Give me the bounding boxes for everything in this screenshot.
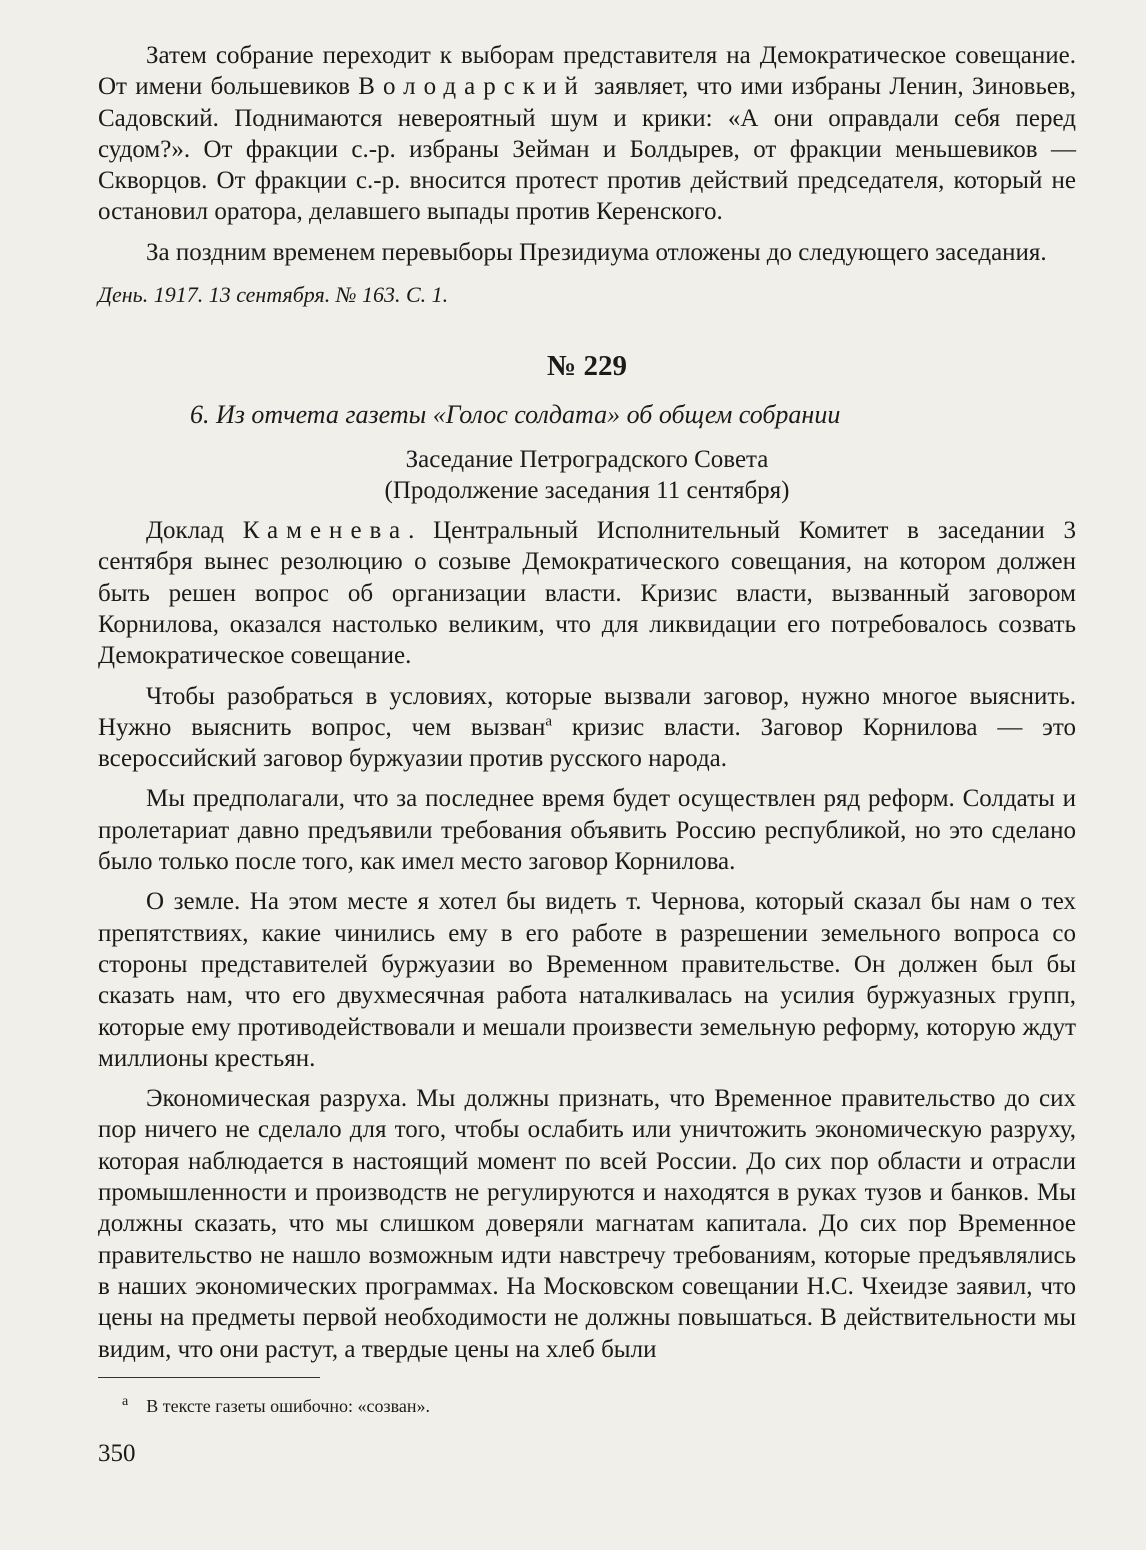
- paragraph: Доклад Каменева. Центральный Исполнительный Комитет в заседании 3 сентября вынес резолюцию о созыве Демократического совещания, на котором должен быть решен вопрос об организации власти. Кризис власти, вызванный заговором Корнилова, оказался настолько великим, что для ликвидации его потребовалось созвать Демократическое совещание.: [98, 517, 1076, 670]
- session-title: Заседание Петроградского Совета: [405, 446, 769, 474]
- session-subtitle: (Продолжение заседания 11 сентября): [384, 477, 790, 505]
- paragraph: Чтобы разобраться в условиях, которые вызвали заговор, нужно многое выяснить. Нужно выяснить вопрос, чем вызван$^а$ кризис власти. Заговор Корнилова — это всероссийский заговор буржуазии против русского народа.: [98, 682, 1076, 773]
- paragraph: Экономическая разруха. Мы должны признать, что Временное правительство до сих пор ничего не сделало для того, чтобы ослабить или уничтожить экономическую разруху, которая наблюдается в настоящий момент по всей России. До сих пор области и отрасли промышленности и производств не регулируются и находятся в руках тузов и банков. Мы должны сказать, что мы слишком доверяли магнатам капитала. До сих пор Временное правительство не нашло возможным идти навстречу требованиям, которые предъявлялись в наших экономических программах. На Московском совещании Н.С. Чхеидзе заявил, что цены на предметы первой необходимости не должны повышаться. В действительности мы видим, что они растут, а твердые цены на хлеб были: [98, 1085, 1076, 1363]
- document-number: № 229: [547, 350, 627, 383]
- footnote-marker: а: [545, 713, 553, 730]
- paragraph: Затем собрание переходит к выборам представителя на Демократическое совещание. От имени большевиков Володарский заявляет, что ими избраны Ленин, Зиновьев, Садовский. Поднимаются невероятный шум и крики: «А они оправдали себя перед судом?». От фракции с.-р. избраны Зейман и Болдырев, от фракции меньшевиков — Скворцов. От фракции с.-р. вносится протест против действий председателя, который не остановил оратора, делавшего выпады против Керенского.: [98, 42, 1076, 226]
- paragraph: Мы предполагали, что за последнее время будет осуществлен ряд реформ. Солдаты и пролетариат давно предъявили требования объявить Россию республикой, но это сделано было только после того, как имел место заговор Корнилова.: [98, 785, 1076, 876]
- speaker-name: Володарский: [358, 73, 586, 101]
- speaker-name: Каменева: [242, 517, 409, 545]
- document-page: [98, 40, 1076, 1418]
- paragraph: За поздним временем перевыборы Президиума отложены до следующего заседания.: [146, 238, 1047, 266]
- footnote-divider: [98, 1377, 320, 1378]
- page-number: 350: [98, 1440, 136, 1467]
- footnote: $^а$ В тексте газеты ошибочно: «созван».: [122, 1393, 431, 1416]
- document-title: 6. Из отчета газеты «Голос солдата» об общем собрании: [190, 400, 841, 430]
- source-citation: День. 1917. 13 сентября. № 163. С. 1.: [98, 282, 449, 308]
- paragraph: О земле. На этом месте я хотел бы видеть т. Чернова, который сказал бы нам о тех препятствиях, какие чинились ему в его работе в разрешении земельного вопроса со стороны представителей буржуазии во Временном правительстве. Он должен был бы сказать нам, что его двухмесячная работа наталкивалась на усилия буржуазных групп, которые ему противодействовали и мешали произвести земельную реформу, которую ждут миллионы крестьян.: [98, 888, 1076, 1072]
